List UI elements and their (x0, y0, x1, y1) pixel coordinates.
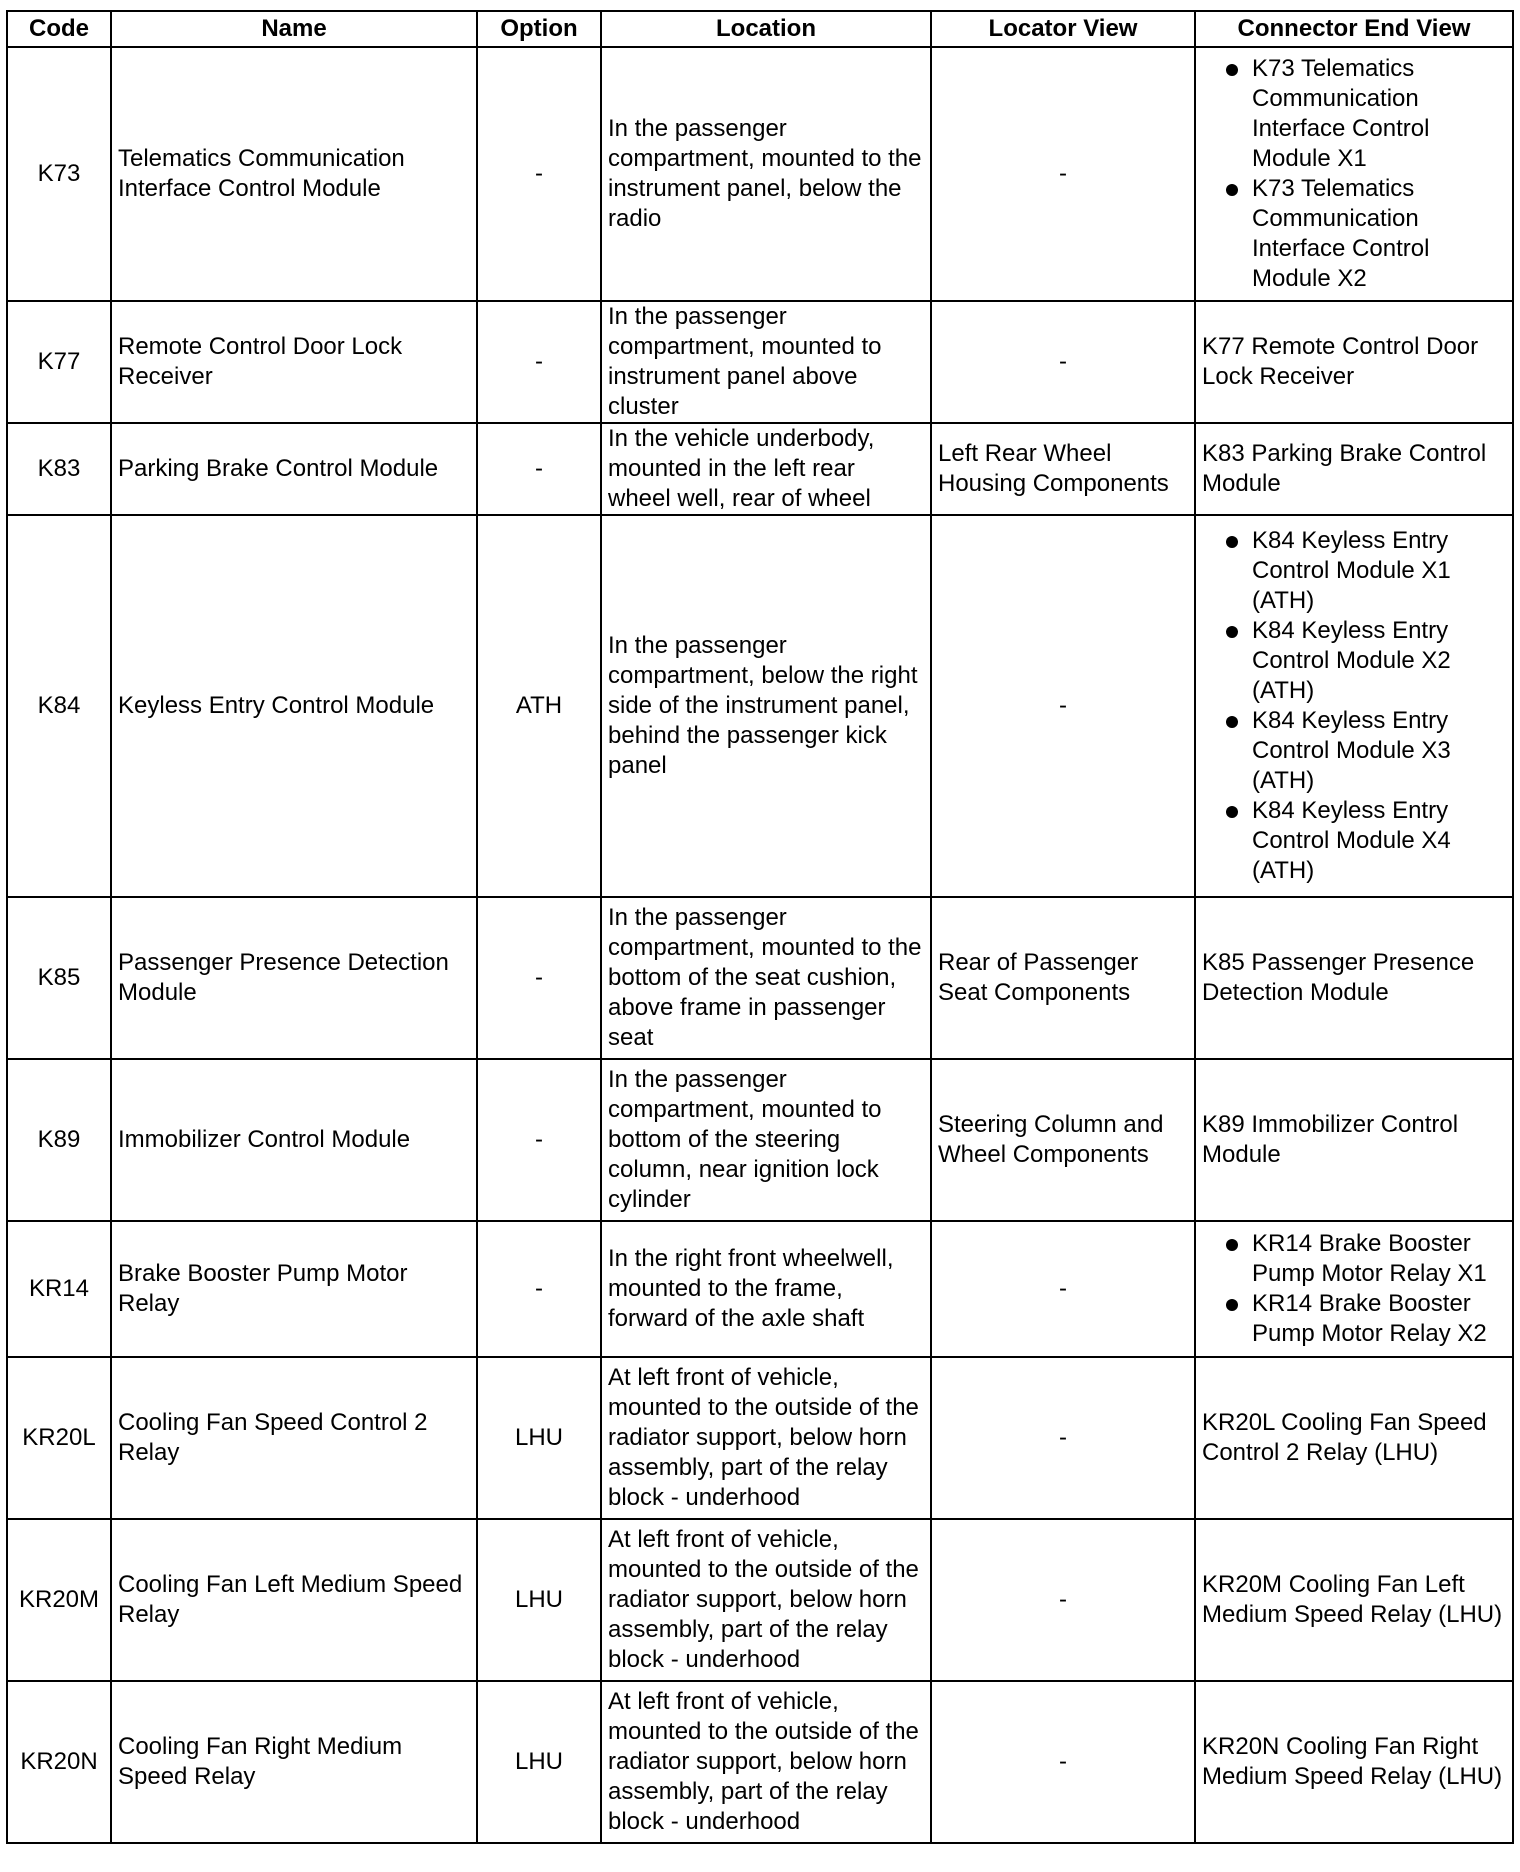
connector-label: K84 Keyless Entry Control Module X2 (ATH) (1252, 617, 1451, 704)
name-cell: Keyless Entry Control Module (111, 515, 477, 897)
header-code: Code (7, 11, 111, 47)
location-cell: At left front of vehicle, mounted to the outside of the radiator support, below horn assembly, part of the relay block - underhood (601, 1681, 931, 1843)
locator-view-cell[interactable]: Rear of Passenger Seat Components (931, 897, 1195, 1059)
name-cell: Cooling Fan Right Medium Speed Relay (111, 1681, 477, 1843)
location-cell: In the right front wheelwell, mounted to the frame, forward of the axle shaft (601, 1221, 931, 1357)
table-row (7, 515, 1513, 897)
connector-list (1202, 526, 1506, 886)
option-cell: ATH (477, 515, 601, 897)
option-cell: - (477, 423, 601, 515)
connector-cell (1195, 47, 1513, 301)
bullet-icon (1226, 716, 1238, 728)
bullet-icon (1226, 536, 1238, 548)
connector-cell[interactable]: KR20L Cooling Fan Speed Control 2 Relay (LHU) (1195, 1357, 1513, 1519)
code-cell: K77 (7, 301, 111, 423)
locator-view-cell: - (931, 515, 1195, 897)
table-row (7, 423, 1513, 515)
locator-view-cell: - (931, 1681, 1195, 1843)
code-cell: K89 (7, 1059, 111, 1221)
name-cell: Remote Control Door Lock Receiver (111, 301, 477, 423)
location-cell: In the passenger compartment, mounted to instrument panel above cluster (601, 301, 931, 423)
connector-item[interactable] (1202, 526, 1506, 616)
header-location: Location (601, 11, 931, 47)
connector-label: K73 Telematics Communication Interface Control Module X1 (1252, 55, 1430, 172)
locator-view-cell: - (931, 1357, 1195, 1519)
connector-label: K84 Keyless Entry Control Module X4 (ATH) (1252, 797, 1451, 884)
table-row (7, 1681, 1513, 1843)
header-name: Name (111, 11, 477, 47)
connector-item[interactable] (1202, 174, 1506, 294)
name-cell: Cooling Fan Speed Control 2 Relay (111, 1357, 477, 1519)
location-cell: In the passenger compartment, mounted to the instrument panel, below the radio (601, 47, 931, 301)
option-cell: - (477, 1059, 601, 1221)
locator-view-cell: - (931, 1221, 1195, 1357)
bullet-icon (1226, 626, 1238, 638)
header-option: Option (477, 11, 601, 47)
option-cell: LHU (477, 1357, 601, 1519)
bullet-icon (1226, 806, 1238, 818)
connector-cell[interactable]: K83 Parking Brake Control Module (1195, 423, 1513, 515)
header-connector-end-view: Connector End View (1195, 11, 1513, 47)
option-cell: - (477, 47, 601, 301)
table-row (7, 897, 1513, 1059)
connector-cell[interactable]: KR20N Cooling Fan Right Medium Speed Relay (LHU) (1195, 1681, 1513, 1843)
connector-item[interactable] (1202, 616, 1506, 706)
connector-item[interactable] (1202, 1229, 1506, 1289)
table-row (7, 1519, 1513, 1681)
connector-list (1202, 1229, 1506, 1349)
locator-view-cell: - (931, 47, 1195, 301)
locator-view-cell[interactable]: Steering Column and Wheel Components (931, 1059, 1195, 1221)
table-row (7, 1221, 1513, 1357)
table-row (7, 301, 1513, 423)
name-cell: Parking Brake Control Module (111, 423, 477, 515)
connector-label: K84 Keyless Entry Control Module X1 (ATH) (1252, 527, 1451, 614)
locator-view-cell: - (931, 1519, 1195, 1681)
bullet-icon (1226, 1299, 1238, 1311)
component-locator-table (6, 10, 1514, 1844)
connector-cell (1195, 1221, 1513, 1357)
name-cell: Passenger Presence Detection Module (111, 897, 477, 1059)
option-cell: LHU (477, 1519, 601, 1681)
connector-list (1202, 54, 1506, 294)
name-cell: Telematics Communication Interface Control Module (111, 47, 477, 301)
locator-view-cell: - (931, 301, 1195, 423)
code-cell: KR20L (7, 1357, 111, 1519)
location-cell: At left front of vehicle, mounted to the outside of the radiator support, below horn assembly, part of the relay block - underhood (601, 1519, 931, 1681)
code-cell: K73 (7, 47, 111, 301)
connector-item[interactable] (1202, 706, 1506, 796)
name-cell: Brake Booster Pump Motor Relay (111, 1221, 477, 1357)
code-cell: K83 (7, 423, 111, 515)
code-cell: KR20M (7, 1519, 111, 1681)
connector-cell[interactable]: K77 Remote Control Door Lock Receiver (1195, 301, 1513, 423)
name-cell: Immobilizer Control Module (111, 1059, 477, 1221)
name-cell: Cooling Fan Left Medium Speed Relay (111, 1519, 477, 1681)
table-header-row (7, 11, 1513, 47)
table-row (7, 1357, 1513, 1519)
connector-label: K73 Telematics Communication Interface Control Module X2 (1252, 175, 1430, 292)
option-cell: - (477, 1221, 601, 1357)
connector-label: KR14 Brake Booster Pump Motor Relay X1 (1252, 1230, 1487, 1287)
header-locator-view: Locator View (931, 11, 1195, 47)
location-cell: In the passenger compartment, mounted to the bottom of the seat cushion, above frame in passenger seat (601, 897, 931, 1059)
location-cell: In the passenger compartment, below the right side of the instrument panel, behind the passenger kick panel (601, 515, 931, 897)
code-cell: K84 (7, 515, 111, 897)
bullet-icon (1226, 184, 1238, 196)
component-table-page (6, 10, 1512, 1844)
connector-item[interactable] (1202, 796, 1506, 886)
code-cell: KR20N (7, 1681, 111, 1843)
connector-item[interactable] (1202, 54, 1506, 174)
location-cell: At left front of vehicle, mounted to the outside of the radiator support, below horn assembly, part of the relay block - underhood (601, 1357, 931, 1519)
connector-cell[interactable]: KR20M Cooling Fan Left Medium Speed Relay (LHU) (1195, 1519, 1513, 1681)
connector-cell[interactable]: K89 Immobilizer Control Module (1195, 1059, 1513, 1221)
bullet-icon (1226, 1239, 1238, 1251)
table-row (7, 47, 1513, 301)
location-cell: In the vehicle underbody, mounted in the left rear wheel well, rear of wheel (601, 423, 931, 515)
connector-cell[interactable]: K85 Passenger Presence Detection Module (1195, 897, 1513, 1059)
option-cell: LHU (477, 1681, 601, 1843)
option-cell: - (477, 301, 601, 423)
option-cell: - (477, 897, 601, 1059)
connector-label: KR14 Brake Booster Pump Motor Relay X2 (1252, 1290, 1487, 1347)
connector-cell (1195, 515, 1513, 897)
location-cell: In the passenger compartment, mounted to bottom of the steering column, near ignition lock cylinder (601, 1059, 931, 1221)
bullet-icon (1226, 64, 1238, 76)
connector-item[interactable] (1202, 1289, 1506, 1349)
code-cell: KR14 (7, 1221, 111, 1357)
table-row (7, 1059, 1513, 1221)
locator-view-cell[interactable]: Left Rear Wheel Housing Components (931, 423, 1195, 515)
connector-label: K84 Keyless Entry Control Module X3 (ATH) (1252, 707, 1451, 794)
code-cell: K85 (7, 897, 111, 1059)
